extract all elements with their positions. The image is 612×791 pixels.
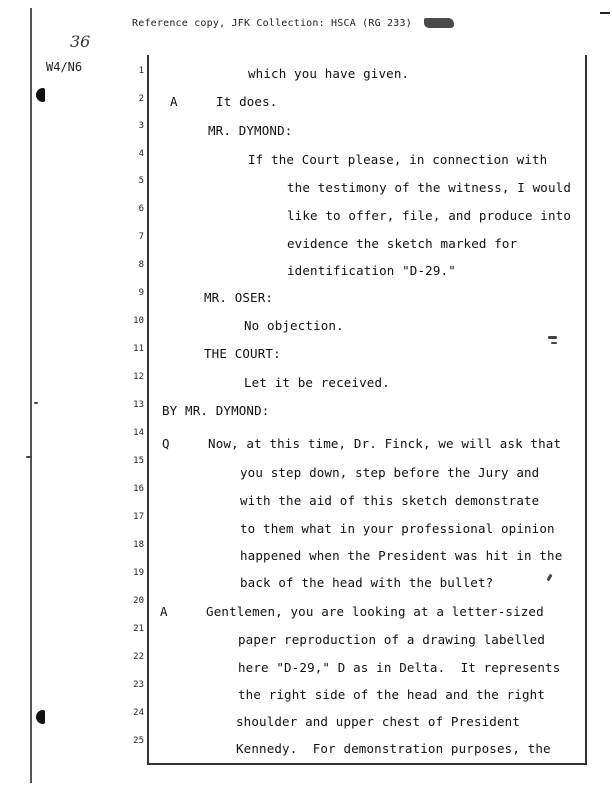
transcript-line: the testimony of the witness, I would — [287, 180, 571, 195]
corner-mark — [600, 12, 610, 14]
transcript-line: Q Now, at this time, Dr. Finck, we will ask that — [162, 436, 562, 451]
reference-label: Reference copy, JFK Collection: HSCA (RG 233) — [132, 18, 412, 29]
line-number: 12 — [133, 372, 144, 382]
transcript-line: Kennedy. For demonstration purposes, the — [236, 741, 551, 756]
line-number: 3 — [138, 121, 144, 131]
scan-speck — [34, 402, 38, 404]
line-number: 15 — [133, 456, 144, 466]
line-number: 13 — [133, 400, 144, 410]
transcript-line: Let it be received. — [244, 375, 390, 390]
line-number: 14 — [133, 428, 144, 438]
transcript-line: No objection. — [244, 318, 344, 333]
line-number: 2 — [138, 94, 144, 104]
transcript-line: A Gentlemen, you are looking at a letter-sized — [160, 604, 544, 619]
line-number: 18 — [133, 540, 144, 550]
transcript-line: you step down, step before the Jury and — [240, 465, 540, 480]
transcript-line: shoulder and upper chest of President — [236, 714, 520, 729]
line-number: 17 — [133, 512, 144, 522]
line-number: 10 — [133, 316, 144, 326]
transcript-line: with the aid of this sketch demonstrate — [240, 493, 540, 508]
transcript-line: BY MR. DYMOND: — [162, 403, 270, 418]
line-number: 22 — [133, 652, 144, 662]
line-number: 25 — [133, 736, 144, 746]
line-number: 24 — [133, 708, 144, 718]
scan-speck — [26, 456, 32, 458]
line-number: 6 — [138, 204, 144, 214]
transcript-line: here "D-29," D as in Delta. It represents — [238, 660, 561, 675]
line-number: 23 — [133, 680, 144, 690]
line-number: 5 — [138, 176, 144, 186]
handwritten-page-number: 36 — [70, 32, 91, 51]
transcript-line: evidence the sketch marked for — [287, 236, 518, 251]
reference-header — [132, 18, 454, 29]
transcript-line: THE COURT: — [204, 346, 281, 361]
line-number: 19 — [133, 568, 144, 578]
transcript-line: like to offer, file, and produce into — [287, 208, 571, 223]
line-number: 7 — [138, 232, 144, 242]
line-number: 21 — [133, 624, 144, 634]
transcript-line: back of the head with the bullet? — [240, 575, 494, 590]
side-code-label: W4/N6 — [46, 60, 83, 74]
line-number: 20 — [133, 596, 144, 606]
scan-speck — [548, 336, 557, 339]
left-margin-rule — [30, 8, 32, 783]
transcript-line: A It does. — [170, 94, 278, 109]
line-number: 11 — [133, 344, 144, 354]
line-number: 4 — [138, 149, 144, 159]
transcript-line: identification "D-29." — [287, 263, 456, 278]
line-number: 16 — [133, 484, 144, 494]
transcript-line: the right side of the head and the right — [238, 687, 546, 702]
binder-hole-bottom — [36, 710, 45, 724]
transcript-line: to them what in your professional opinion — [240, 521, 555, 536]
transcript-line: MR. DYMOND: — [208, 123, 293, 138]
transcript-line: paper reproduction of a drawing labelled — [238, 632, 546, 647]
line-number: 9 — [138, 288, 144, 298]
binder-hole-top — [36, 88, 45, 102]
transcript-line: If the Court please, in connection with — [248, 152, 548, 167]
line-number: 1 — [138, 66, 144, 76]
transcript-line: happened when the President was hit in the — [240, 548, 563, 563]
transcript-line: MR. OSER: — [204, 290, 274, 305]
ink-stamp-mark — [424, 18, 454, 28]
line-number: 8 — [138, 260, 144, 270]
transcript-line: which you have given. — [248, 66, 410, 81]
scan-speck — [551, 342, 557, 344]
